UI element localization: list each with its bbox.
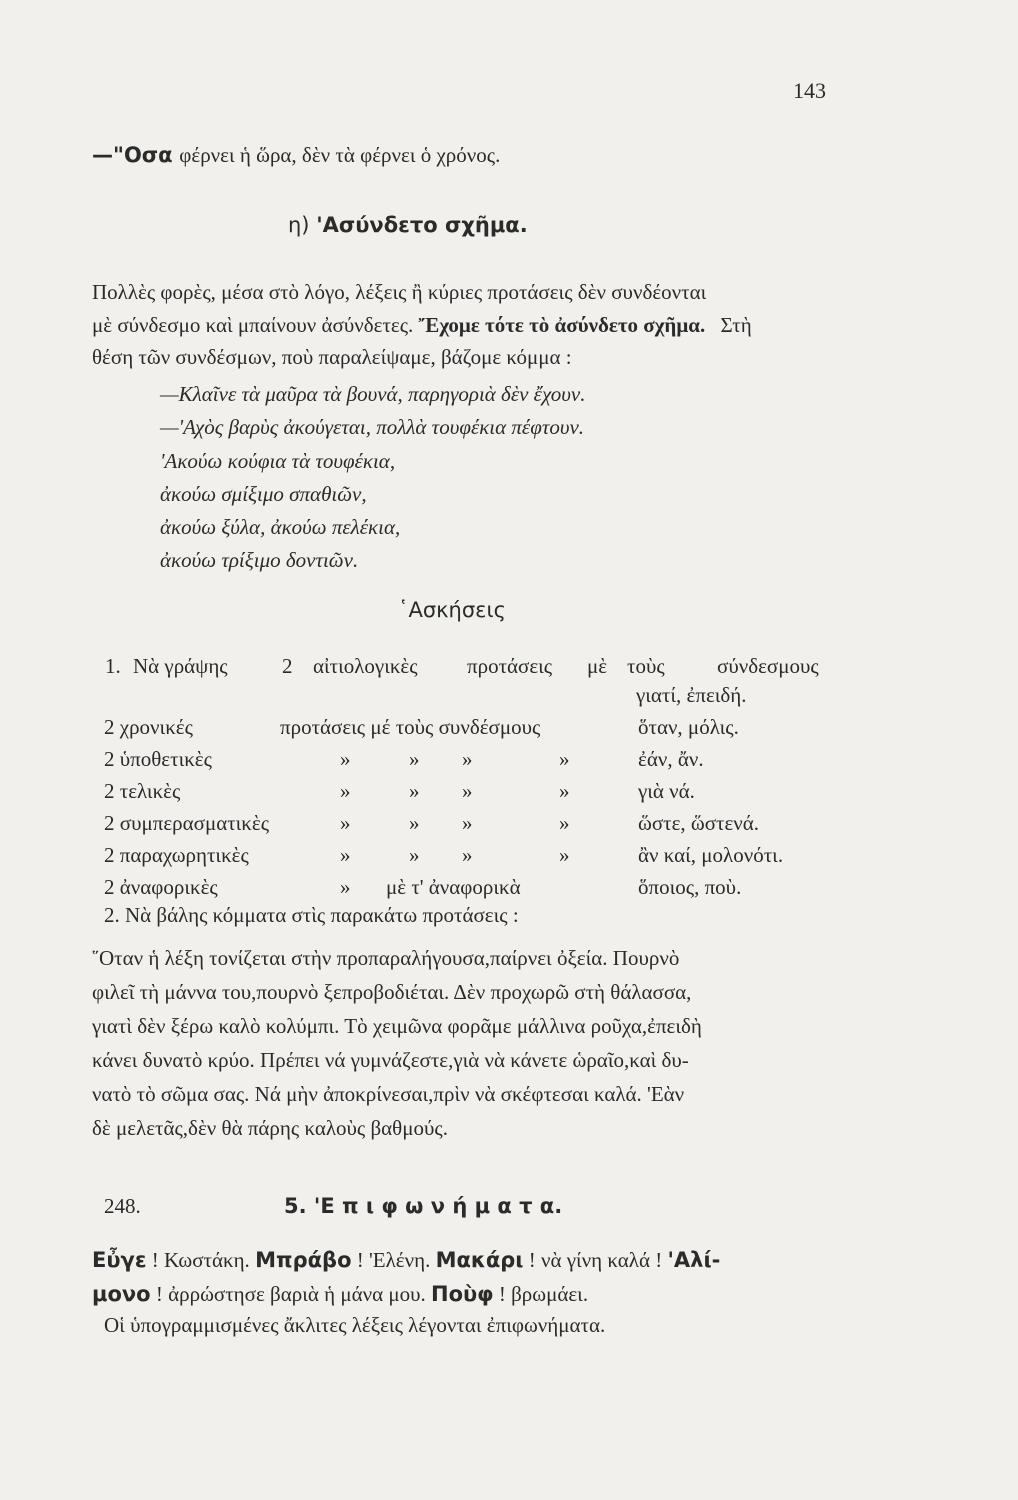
exercises-heading: ῾Ασκήσεις bbox=[398, 598, 506, 622]
section-eta-label: η) bbox=[288, 213, 310, 237]
interjection-word: Εὖγε bbox=[92, 1248, 147, 1272]
quote-rest: φέρνει ἡ ὥρα, δὲν τὰ φέρνει ὁ χρόνος. bbox=[179, 143, 501, 167]
section-eta-heading bbox=[288, 213, 528, 237]
ex1-word: αἰτιολογικὲς bbox=[313, 654, 418, 678]
intro-line-2-a: μὲ σύνδεσμο καὶ μπαίνουν ἀσύνδετες. bbox=[92, 313, 414, 337]
row-examples: ἐάν, ἄν. bbox=[638, 747, 704, 771]
interjection-word: Ποὺφ bbox=[431, 1282, 494, 1306]
ditto-mark: » bbox=[409, 811, 420, 835]
interjection-word: Μπράβο bbox=[255, 1248, 352, 1272]
ditto-mark: » bbox=[462, 843, 473, 867]
interjection-text: ! Κωστάκη. bbox=[151, 1248, 250, 1272]
verse-6: ἀκούω τρίξιμο δοντιῶν. bbox=[160, 548, 359, 572]
exercise-row bbox=[104, 811, 824, 841]
ditto-mark: » bbox=[559, 811, 570, 835]
ditto-mark: » bbox=[340, 843, 351, 867]
ditto-mark: » bbox=[559, 843, 570, 867]
row-label: 2 τελικὲς bbox=[104, 779, 181, 803]
row-label: 2 χρονικές bbox=[104, 715, 193, 739]
ex1-text: Νὰ γράψης bbox=[133, 654, 228, 678]
row-examples: ὥστε, ὥστενά. bbox=[638, 811, 760, 835]
exercise-2-instruction: 2. Νὰ βάλης κόμματα στὶς παρακάτω προτάσεις : bbox=[104, 903, 519, 927]
interjection-word: Μακάρι bbox=[435, 1248, 524, 1272]
row-label: 2 ἀναφορικὲς bbox=[104, 875, 218, 899]
ditto-mark: » bbox=[409, 843, 420, 867]
ex1-me: μὲ bbox=[587, 654, 608, 678]
row-label: 2 συμπερασματικὲς bbox=[104, 811, 270, 835]
exercise-2-text-line: δὲ μελετᾶς,δὲν θὰ πάρης καλοὺς βαθμούς. bbox=[92, 1116, 448, 1140]
interjection-text: ! 'Ελένη. bbox=[356, 1248, 431, 1272]
intro-line-3: θέση τῶν συνδέσμων, ποὺ παραλείψαμε, βάζομε κόμμα : bbox=[92, 345, 572, 369]
exercise-row bbox=[104, 843, 844, 873]
row-examples: ὅποιος, ποὺ. bbox=[638, 875, 742, 899]
ex1-num: 1. bbox=[105, 654, 121, 678]
opening-quote bbox=[92, 143, 500, 168]
exercise-1-line bbox=[105, 654, 845, 684]
intro-line-1: Πολλὲς φορὲς, μέσα στὸ λόγο, λέξεις ἢ κύριες προτάσεις δὲν συνδέονται bbox=[92, 280, 707, 304]
exercise-2-text-line: ῞Οταν ἡ λέξη τονίζεται στὴν προπαραλήγουσα,παίρνει ὀξεία. Πουρνὸ bbox=[92, 946, 680, 970]
verse-5: ἀκούω ξύλα, ἀκούω πελέκια, bbox=[160, 515, 401, 539]
interjection-word: 'Αλί- bbox=[667, 1248, 721, 1272]
ditto-mark: » bbox=[462, 747, 473, 771]
section-eta-title: 'Ασύνδετο σχῆμα. bbox=[316, 213, 528, 237]
row-mid: προτάσεις μέ τοὺς συνδέσμους bbox=[280, 715, 541, 739]
exercise-2-text-line: κάνει δυνατὸ κρύο. Πρέπει νά γυμνάζεστε,γιὰ νὰ κάνετε ὡραῖο,καὶ δυ- bbox=[92, 1048, 689, 1072]
ditto-mark: » bbox=[340, 779, 351, 803]
row-label: 2 ὑποθετικὲς bbox=[104, 747, 212, 771]
ditto-mark: » bbox=[462, 811, 473, 835]
ditto-mark: » bbox=[340, 811, 351, 835]
page-number: 143 bbox=[793, 78, 826, 103]
row-examples: ὅταν, μόλις. bbox=[638, 715, 739, 739]
exercise-2-text-line: φιλεῖ τὴ μάννα του,πουρνὸ ξεπροβοδιέται. Δὲν προχωρῶ στὴ θάλασσα, bbox=[92, 980, 692, 1004]
exercise-2-text-line: νατὸ τὸ σῶμα σας. Νά μὴν ἀποκρίνεσαι,πρὶν νὰ σκέφτεσαι καλά. 'Εὰν bbox=[92, 1082, 685, 1106]
interjections-line-2 bbox=[92, 1282, 588, 1307]
ditto-mark: » bbox=[340, 747, 351, 771]
interjection-text: ! βρωμάει. bbox=[498, 1282, 589, 1306]
ex1-prot: προτάσεις bbox=[467, 654, 553, 678]
ditto-mark: » bbox=[340, 875, 351, 899]
verse-4: ἀκούω σμίξιμο σπαθιῶν, bbox=[160, 482, 367, 506]
ex1-count: 2 bbox=[282, 654, 293, 678]
exercise-2-text-line: γιατὶ δὲν ξέρω καλὸ κολύμπι. Τὸ χειμῶνα φορᾶμε μάλλινα ροῦχα,ἐπειδὴ bbox=[92, 1014, 702, 1038]
ex1-tous: τοὺς bbox=[627, 654, 665, 678]
interjection-text: ! ἀρρώστησε βαριὰ ἡ μάνα μου. bbox=[155, 1282, 426, 1306]
verse-2: —'Αχὸς βαρὺς ἀκούγεται, πολλὰ τουφέκια πέφτουν. bbox=[160, 415, 585, 439]
exercise-row bbox=[104, 875, 824, 905]
exercise-row bbox=[104, 747, 824, 777]
intro-line-2 bbox=[92, 313, 752, 338]
exercise-1-examples: γιατί, ἐπειδή. bbox=[636, 683, 747, 707]
intro-line-2-b: Ἔχομε τότε τὸ ἀσύνδετο σχῆμα. bbox=[418, 313, 706, 337]
ditto-mark: » bbox=[462, 779, 473, 803]
verse-3: 'Ακούω κούφια τὰ τουφέκια, bbox=[160, 449, 396, 473]
ditto-mark: » bbox=[559, 747, 570, 771]
row-mid: μὲ τ' ἀναφορικὰ bbox=[386, 875, 521, 899]
row-examples: ἂν καί, μολονότι. bbox=[638, 843, 784, 867]
row-examples: γιὰ νά. bbox=[638, 779, 695, 803]
verse-1: —Κλαῖνε τὰ μαῦρα τὰ βουνά, παρηγοριὰ δὲν ἔχουν. bbox=[160, 382, 586, 406]
ditto-mark: » bbox=[559, 779, 570, 803]
ex1-synd: σύνδεσμους bbox=[717, 654, 819, 678]
interjection-word: μονο bbox=[92, 1282, 151, 1306]
section-248-number: 248. bbox=[104, 1194, 141, 1218]
ditto-mark: » bbox=[409, 779, 420, 803]
row-label: 2 παραχωρητικὲς bbox=[104, 843, 249, 867]
exercise-row bbox=[104, 715, 824, 745]
exercise-row bbox=[104, 779, 824, 809]
interjection-text: ! νὰ γίνη καλά ! bbox=[528, 1248, 663, 1272]
quote-bold-word: —"Οσα bbox=[92, 143, 173, 167]
interjections-line-1 bbox=[92, 1248, 720, 1273]
section-248-title: 5. 'Ε π ι φ ω ν ή μ α τ α. bbox=[284, 1194, 563, 1218]
interjections-conclusion: Οἱ ὑπογραμμισμένες ἄκλιτες λέξεις λέγονται ἐπιφωνήματα. bbox=[104, 1313, 606, 1337]
ditto-mark: » bbox=[409, 747, 420, 771]
intro-line-2-c: Στὴ bbox=[720, 313, 752, 337]
